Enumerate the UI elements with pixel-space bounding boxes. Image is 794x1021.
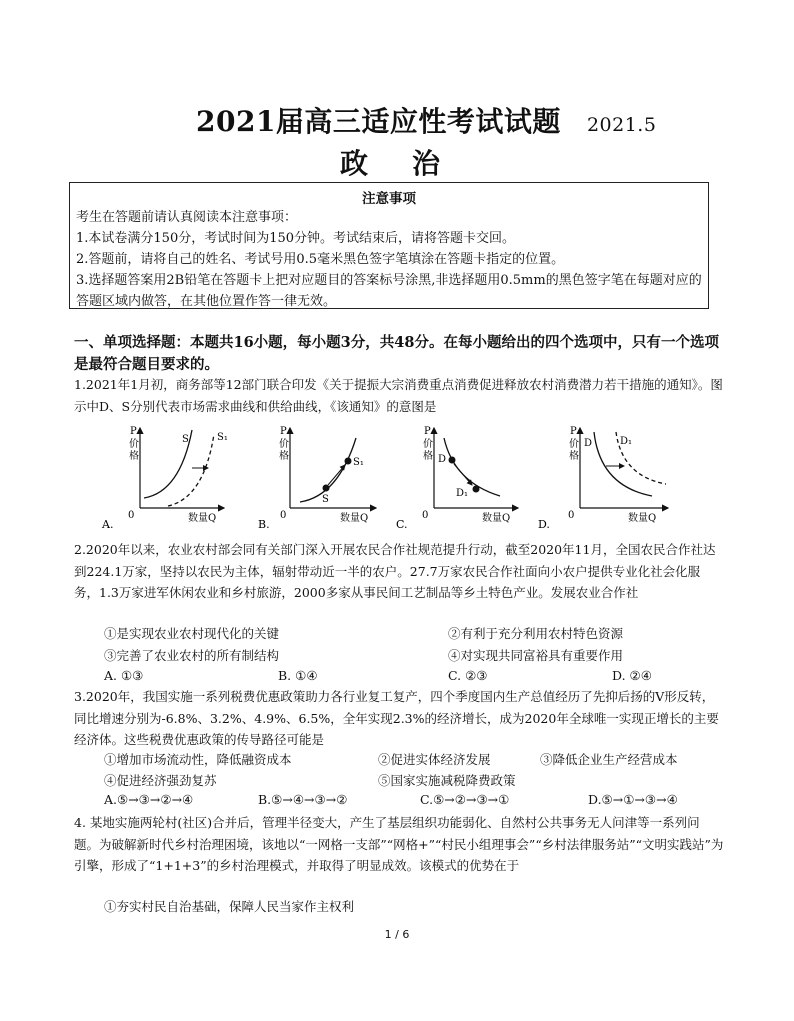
q3-item: ③降低企业生产经营成本 (540, 752, 678, 767)
demand-curve (444, 438, 500, 496)
x-label: 数量Q (628, 513, 657, 524)
q3-item: ⑤国家实施减税降费政策 (378, 773, 516, 788)
x-label: 数量Q (482, 513, 511, 524)
y-label-price1: 价 (569, 439, 579, 450)
q2-choice-b: B. ①④ (278, 668, 318, 683)
point-label: S₁ (353, 457, 364, 468)
point-d1 (473, 486, 480, 493)
supply-curve-s1 (168, 434, 214, 506)
q3-item: ①增加市场流动性，降低融资成本 (104, 752, 292, 767)
q4-item: ①夯实村民自治基础，保障人民当家作主权利 (104, 899, 355, 914)
y-label-p: P (130, 426, 137, 437)
page-number: 1 / 6 (384, 928, 410, 941)
subject-title: 政治 (340, 147, 485, 180)
option-letter: B. (258, 518, 270, 530)
graph-d (536, 420, 676, 530)
question-3-stem: 3.2020年，我国实施一系列税费优惠政策助力各行业复工复产，四个季度国内生产总值经历了先抑后扬的V形反转，同比增速分别为-6.8%、3.2%、4.9%、6.5%，全年实现2.3%的经济增长，成为2020年全球唯一实现正增长的主要经济体。这些税费优惠政策的传导路径可能是 (74, 689, 719, 747)
option-letter: C. (396, 518, 408, 530)
notice-heading: 注意事项 (362, 191, 416, 207)
question-2-stem: 2.2020年以来，农业农村部会同有关部门深入开展农民合作社规范提升行动，截至2020年11月，全国农民合作社达到224.1万家，坚持以农民为主体，辐射带动近一半的农户。27.7万家农民合作社面向小农户提供专业化社会化服务，1.3万家进军休闲农业和乡村旅游，2000多家从事民间工艺制品等乡土特色产业。发展农业合作社 (74, 542, 716, 600)
exam-date: 2021.5 (586, 114, 657, 136)
move-arrow (454, 464, 472, 485)
curve-label: S (182, 434, 189, 445)
supply-curve (300, 438, 356, 502)
point-label: D (438, 454, 447, 465)
question-1-stem: 1.2021年1月初，商务部等12部门联合印发《关于提振大宗消费重点消费促进释放农村消费潜力若干措施的通知》。图示中D、S分别代表市场需求曲线和供给曲线，《该通知》的意图是 (74, 377, 723, 414)
notice-line: 考生在答题前请认真阅读本注意事项： (76, 210, 298, 225)
q2-item: ④对实现共同富裕具有重要作用 (448, 648, 624, 663)
q2-choice-d: D. ②④ (612, 668, 652, 683)
q2-item: ②有利于充分利用农村特色资源 (448, 626, 624, 641)
x-label: 数量Q (340, 513, 369, 524)
notice-line: 1.本试卷满分150分，考试时间为150分钟。考试结束后，请将答题卡交回。 (76, 231, 516, 246)
origin-label: 0 (280, 510, 287, 521)
notice-line: 2.答题前，请将自己的姓名、考试号用0.5毫米黑色签字笔填涂在答题卡指定的位置。 (76, 252, 565, 267)
point-label: S (322, 494, 329, 505)
notice-box (69, 182, 709, 309)
move-arrow (328, 465, 345, 485)
point-s (323, 485, 330, 492)
section-heading: 一、单项选择题：本题共16小题，每小题3分，共48分。在每小题给出的四个选项中，只有一个选项是最符合题目要求的。 (74, 334, 719, 373)
graph-b (256, 420, 386, 530)
y-label-price2: 格 (569, 451, 579, 462)
origin-label: 0 (568, 510, 575, 521)
y-label-p: P (280, 426, 287, 437)
q2-item: ①是实现农业农村现代化的关键 (104, 626, 280, 641)
origin-label: 0 (422, 510, 429, 521)
q3-choice-d: D.⑤→①→③→④ (588, 792, 678, 807)
point-d (449, 457, 456, 464)
y-label-price2: 格 (279, 451, 289, 462)
point-s1 (345, 458, 352, 465)
y-label-p: P (570, 426, 577, 437)
graph-c (394, 420, 524, 530)
graph-a (100, 420, 230, 530)
y-label-price2: 格 (129, 451, 139, 462)
q3-choice-b: B.⑤→④→③→② (258, 792, 348, 807)
x-label: 数量Q (188, 513, 217, 524)
y-label-price1: 价 (279, 439, 289, 450)
q3-choice-c: C.⑤→②→③→① (420, 792, 510, 807)
exam-title (196, 100, 656, 140)
question-4-stem: 4. 某地实施两轮村(社区)合并后，管理半径变大，产生了基层组织功能弱化、自然村公共事务无人问津等一系列问题。为破解新时代乡村治理困境，该地以“一网格一支部”“网格+”“村民小组理事会”“乡村法律服务站”“文明实践站”为引擎，形成了“1+1+3”的乡村治理模式，并取得了明显成效。该模式的优势在于 (74, 815, 724, 873)
option-letter: D. (538, 518, 550, 530)
origin-label: 0 (128, 510, 135, 521)
option-letter: A. (102, 518, 114, 530)
q2-choice-c: C. ②③ (448, 668, 488, 683)
notice-line: 3.选择题答案用2B铅笔在答题卡上把对应题目的答案标号涂黑,非选择题用0.5mm的黑色签字笔在每题对应的答题区域内做答，在其他位置作答一律无效。 (76, 273, 702, 309)
y-label-price1: 价 (129, 439, 139, 450)
q2-item: ③完善了农业农村的所有制结构 (104, 648, 280, 663)
q3-item: ②促进实体经济发展 (378, 752, 491, 767)
curve-label: D (584, 438, 593, 449)
q2-choice-a: A. ①③ (104, 668, 144, 683)
y-label-price1: 价 (423, 439, 433, 450)
curve-label: D₁ (620, 436, 633, 447)
q3-choice-a: A.⑤→③→②→④ (104, 792, 194, 807)
q3-item: ④促进经济强劲复苏 (104, 773, 217, 788)
title-text: 2021届高三适应性考试试题 (196, 105, 561, 138)
curve-label: S₁ (217, 432, 228, 443)
y-label-p: P (424, 426, 431, 437)
y-label-price2: 格 (423, 451, 433, 462)
point-label: D₁ (456, 488, 469, 499)
